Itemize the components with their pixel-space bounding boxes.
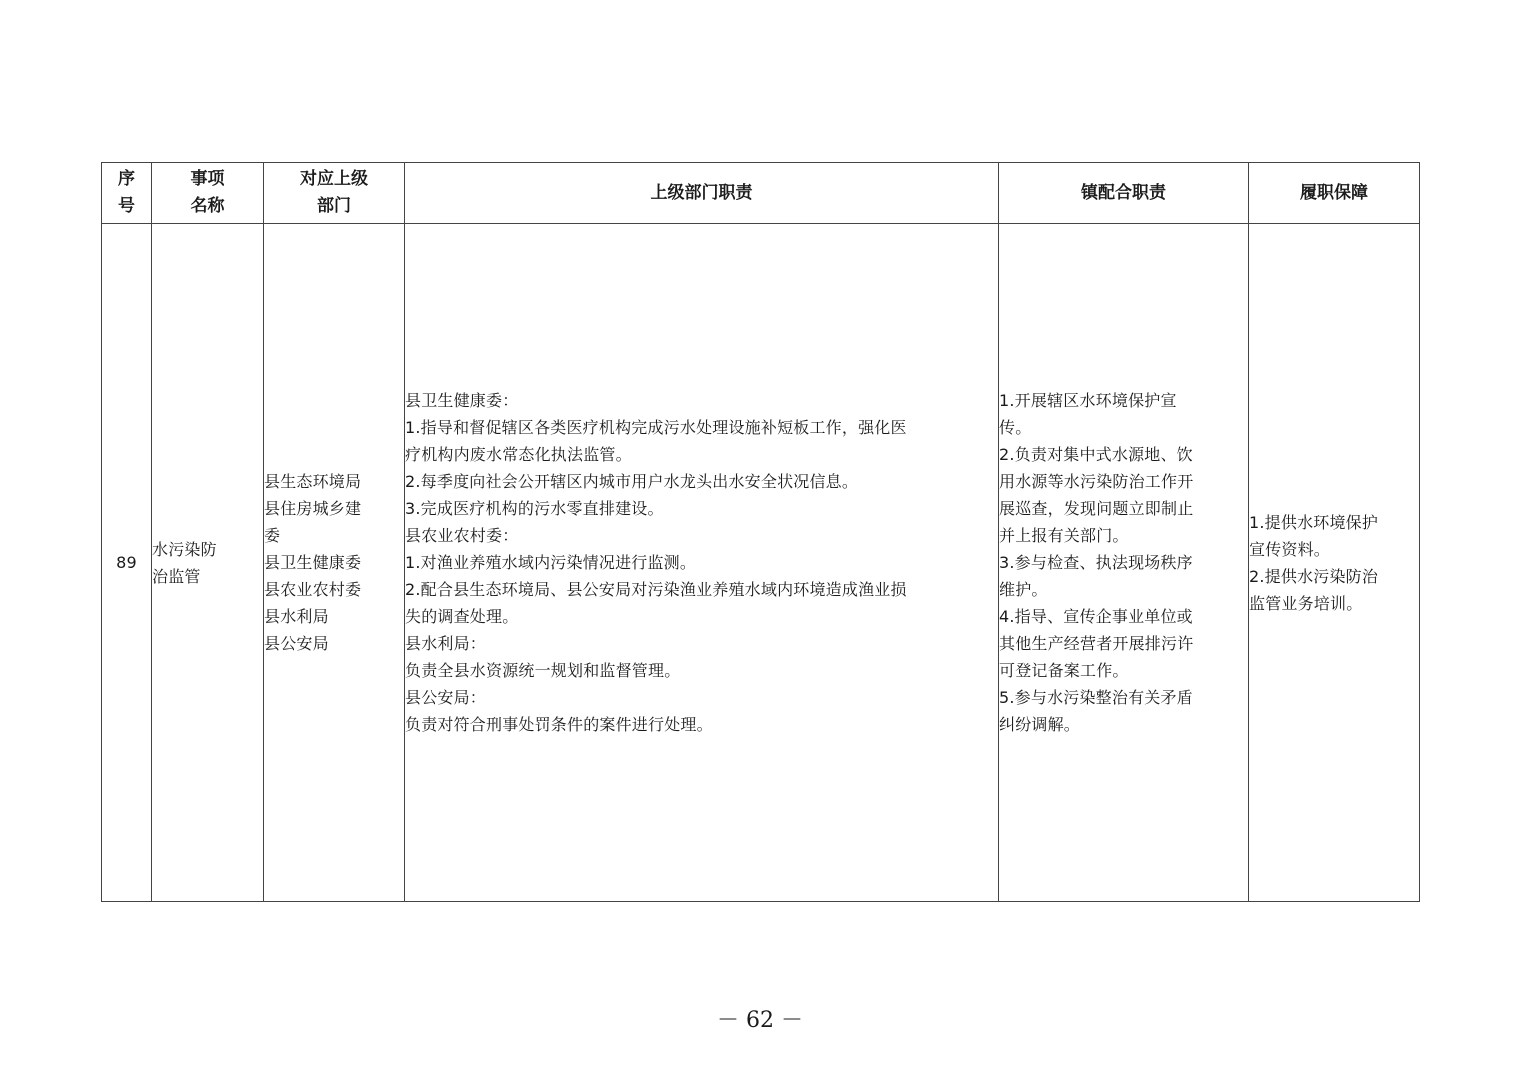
header-department: 对应上级 部门 [264,163,405,224]
guarantee-cell: 1.提供水环境保护 宣传资料。 2.提供水污染防治 监管业务培训。 [1249,224,1420,902]
upper-duties-cell: 县卫生健康委： 1.指导和督促辖区各类医疗机构完成污水处理设施补短板工作，强化医 疗机构内废水常态化执法监管。 2.每季度向社会公开辖区内城市用户水龙头出水安全状况信息。 3.完成医疗机构的污水零直排建设。 县农业农村委： 1.对渔业养殖水域内污染情况进行监测。 2.配合县生态环境局、县公安局对污染渔业养殖水域内环境造成渔业损 失的调查处理。 县水利局： 负责全县水资源统一规划和监督管理。 县公安局： 负责对符合刑事处罚条件的案件进行处理。 [405,224,999,902]
duty-table [101,162,1420,902]
page-number: － 62 － [717,1008,803,1033]
header-town-duties: 镇配合职责 [999,163,1249,224]
table-row [102,224,1420,902]
header-no: 序 号 [102,163,152,224]
town-duties-cell: 1.开展辖区水环境保护宣 传。 2.负责对集中式水源地、饮 用水源等水污染防治工作开 展巡查，发现问题立即制止 并上报有关部门。 3.参与检查、执法现场秩序 维护。 4.指导、宣传企事业单位或 其他生产经营者开展排污许 可登记备案工作。 5.参与水污染整治有关矛盾 纠纷调解。 [999,224,1249,902]
header-item-name: 事项 名称 [152,163,264,224]
header-guarantee: 履职保障 [1249,163,1420,224]
header-upper-duties: 上级部门职责 [405,163,999,224]
item-name-cell: 水污染防 治监管 [152,224,264,902]
department-cell: 县生态环境局 县住房城乡建 委 县卫生健康委 县农业农村委 县水利局 县公安局 [264,224,405,902]
header-row [102,163,1420,224]
row-number: 89 [102,224,152,902]
